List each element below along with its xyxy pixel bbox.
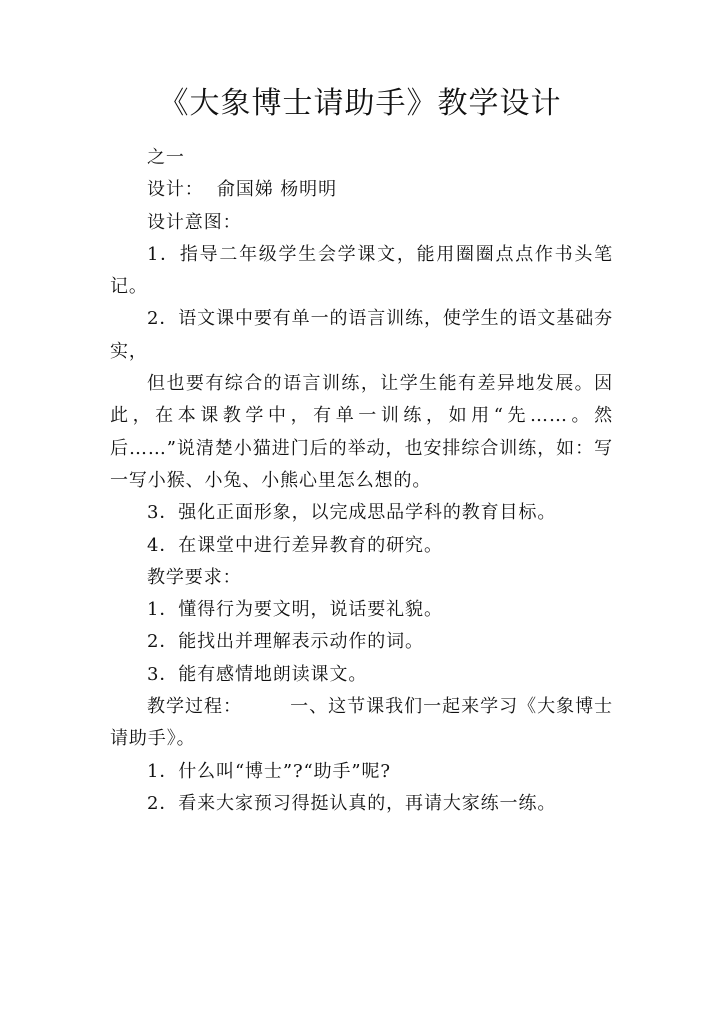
requirements-heading: 教学要求：: [147, 566, 242, 588]
designer-line: [110, 174, 613, 206]
document-title: 《大象博士请助手》教学设计: [158, 86, 562, 121]
process-item-2: 2．看来大家预习得挺认真的，再请大家练一练。: [147, 792, 557, 814]
requirement-item-3: 3．能有感情地朗读课文。: [147, 663, 368, 685]
process-line: [110, 691, 613, 756]
process-heading: 教学过程：: [147, 696, 242, 718]
requirement-item-1: 1．懂得行为要文明，说话要礼貌。: [147, 599, 443, 621]
designer-names: 俞国娣 杨明明: [216, 179, 337, 201]
intent-item-2-continued: 但也要有综合的语言训练，让学生能有差异地发展。因此，在本课教学中，有单一训练，如用“先……。然后……”说清楚小猫进门后的举动，也安排综合训练，如：写一写小猴、小兔、小熊心里怎么想的。: [110, 373, 613, 491]
intent-item-4: 4．在课堂中进行差异教育的研究。: [147, 534, 443, 556]
section-part: 之一: [147, 147, 185, 168]
designer-label: 设计：: [147, 179, 204, 201]
intent-heading: 设计意图：: [147, 211, 242, 233]
intent-item-2: 2．语文课中要有单一的语言训练，使学生的语文基础夯实，: [110, 308, 613, 362]
process-item-1: 1．什么叫“博士”?“助手”呢?: [147, 760, 391, 782]
requirement-item-2: 2．能找出并理解表示动作的词。: [147, 631, 424, 653]
document-body: [110, 142, 613, 820]
intent-item-3: 3．强化正面形象，以完成思品学科的教育目标。: [147, 502, 557, 524]
process-intro: 一、这节课我们一起来学习《大象博士请助手》。: [110, 696, 613, 750]
intent-item-1: 1．指导二年级学生会学课文，能用圈圈点点作书头笔记。: [110, 243, 613, 298]
